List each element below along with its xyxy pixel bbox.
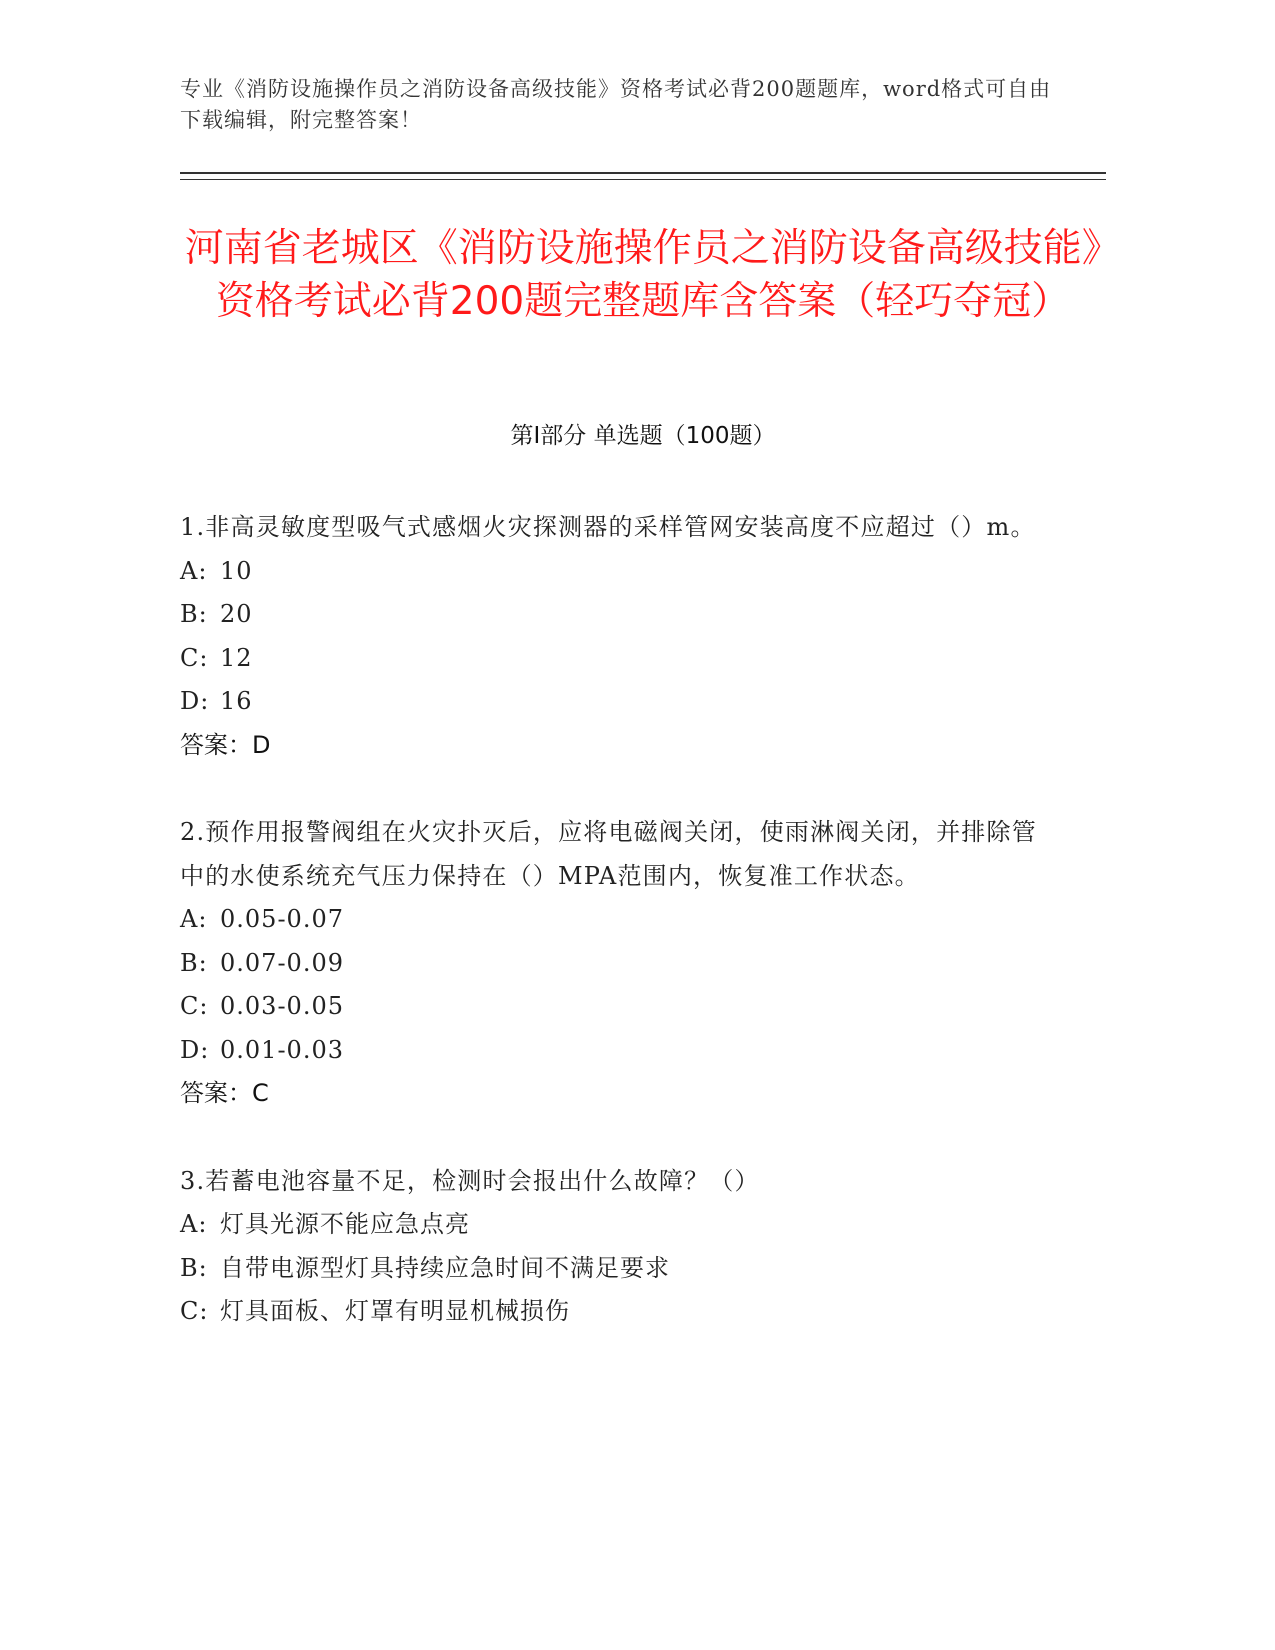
option-d xyxy=(180,1029,1040,1073)
option-text: 16 xyxy=(220,687,253,715)
option-d xyxy=(180,680,1040,724)
option-b xyxy=(180,1247,1040,1291)
question-item xyxy=(180,1160,1040,1334)
answer-line: 答案：C xyxy=(180,1079,269,1107)
option-key: C: xyxy=(180,1297,209,1325)
header-note: 专业《消防设施操作员之消防设备高级技能》资格考试必背200题题库，word格式可自由下载编辑，附完整答案！ xyxy=(180,77,1052,132)
option-text: 0.01-0.03 xyxy=(220,1035,344,1064)
document-title: 河南省老城区《消防设施操作员之消防设备高级技能》资格考试必背200题完整题库含答案（轻巧夺冠） xyxy=(184,226,1102,324)
answer-line: 答案：D xyxy=(180,730,271,759)
question-list xyxy=(180,506,1040,1378)
option-key: A: xyxy=(180,556,208,585)
option-text: 0.05-0.07 xyxy=(220,905,344,933)
option-text: 10 xyxy=(220,556,253,585)
question-stem: 2.预作用报警阀组在火灾扑灭后，应将电磁阀关闭，使雨淋阀关闭，并排除管中的水使系统充气压力保持在（）MPA范围内，恢复准工作状态。 xyxy=(180,818,1037,890)
option-b xyxy=(180,593,1040,637)
question-stem: 1.非高灵敏度型吸气式感烟火灾探测器的采样管网安装高度不应超过（）m。 xyxy=(180,513,1036,541)
option-text: 灯具面板、灯罩有明显机械损伤 xyxy=(220,1297,570,1325)
question-stem: 3.若蓄电池容量不足，检测时会报出什么故障？（） xyxy=(180,1166,760,1195)
option-text: 20 xyxy=(220,600,253,628)
option-a xyxy=(180,898,1040,942)
question-item xyxy=(180,506,1040,767)
option-text: 0.07-0.09 xyxy=(220,948,344,977)
option-key: D: xyxy=(180,1035,210,1064)
section-title: 第I部分 单选题（100题） xyxy=(510,423,776,449)
option-key: D: xyxy=(180,687,210,715)
option-key: A: xyxy=(180,905,208,933)
option-key: B: xyxy=(180,948,208,977)
option-c xyxy=(180,637,1040,681)
option-c xyxy=(180,1290,1040,1334)
option-text: 12 xyxy=(220,643,253,672)
option-key: C: xyxy=(180,992,209,1020)
header-divider-thin xyxy=(180,179,1106,180)
option-a xyxy=(180,1203,1040,1247)
option-text: 灯具光源不能应急点亮 xyxy=(220,1210,470,1238)
option-text: 自带电源型灯具持续应急时间不满足要求 xyxy=(220,1253,670,1282)
option-c xyxy=(180,985,1040,1029)
option-key: A: xyxy=(180,1210,208,1238)
header-divider-thick xyxy=(180,172,1106,174)
option-text: 0.03-0.05 xyxy=(220,992,344,1020)
option-key: C: xyxy=(180,643,209,672)
option-key: B: xyxy=(180,1253,208,1282)
option-a xyxy=(180,550,1040,594)
option-key: B: xyxy=(180,600,208,628)
question-item xyxy=(180,811,1040,1116)
option-b xyxy=(180,942,1040,986)
